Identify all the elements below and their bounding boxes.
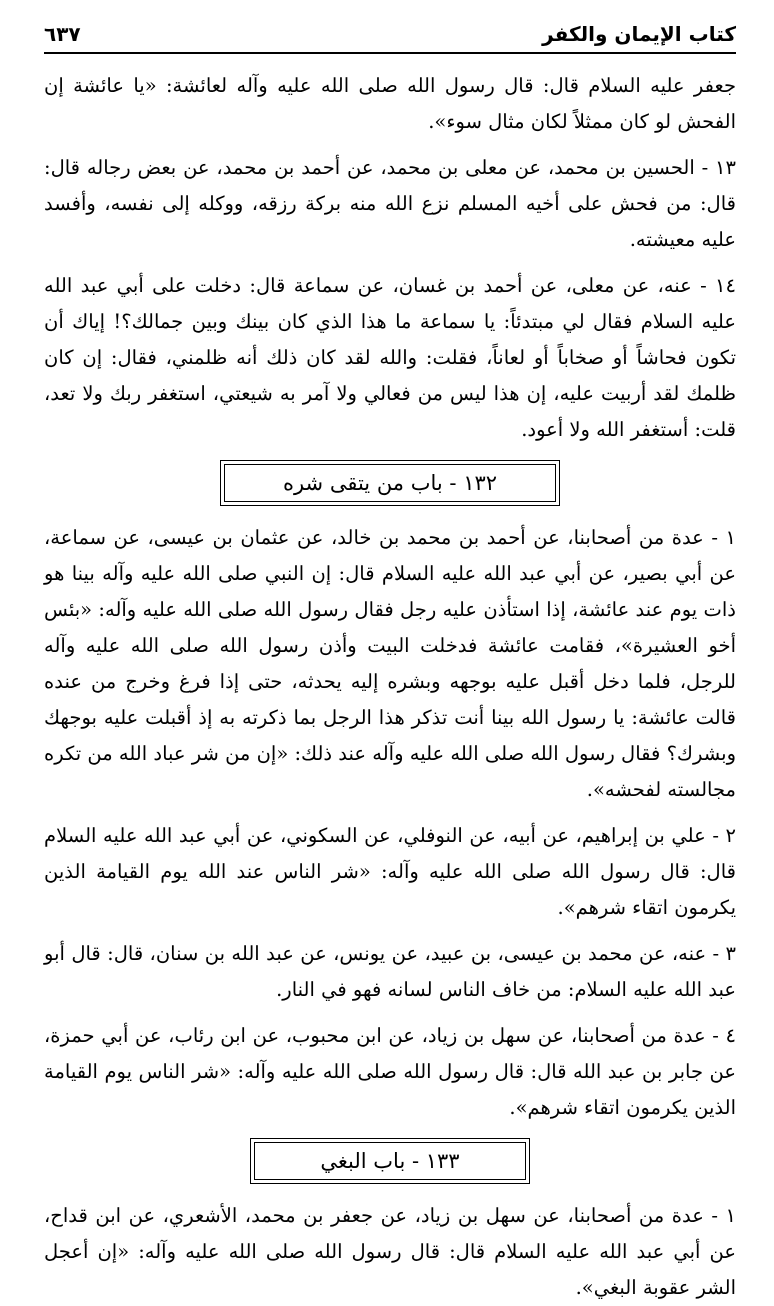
chapter-heading-133: ١٣٣ - باب البغي [254, 1142, 526, 1180]
hadith-2: ٢ - علي بن إبراهيم، عن أبيه، عن النوفلي، عن السكوني، عن أبي عبد الله عليه السلام قال: قال رسول الله صلى الله عليه وآله: «شر الناس عند الله يوم القيامة الذين يكرمون اتقاء شرهم». [44, 824, 736, 919]
book-title: كتاب الإيمان والكفر [542, 22, 736, 46]
chapter-heading-132-wrap [44, 464, 736, 502]
hadith-14: ١٤ - عنه، عن معلى، عن أحمد بن غسان، عن سماعة قال: دخلت على أبي عبد الله عليه السلام فقال لي مبتدئاً: يا سماعة ما هذا الذي كان بينك وبين جمالك؟! إياك أن تكون فحاشاً أو صخاباً أو لعاناً، فقلت: والله لقد كان ذلك أنه ظلمني، فقال: إن كان ظلمك لقد أربيت عليه، إن هذا ليس من فعالي ولا آمر به شيعتي، استغفر ربك ولا تعد، قلت: أستغفر الله ولا أعود. [44, 274, 736, 441]
page-header [44, 22, 736, 54]
hadith-1: ١ - عدة من أصحابنا، عن أحمد بن محمد بن خالد، عن عثمان بن عيسى، عن سماعة، عن أبي بصير، عن أبي عبد الله عليه السلام قال: إن النبي صلى الله عليه وآله بينا هو ذات يوم عند عائشة، إذا استأذن عليه رجل فقال رسول الله صلى الله عليه وآله: «بئس أخو العشيرة»، فقامت عائشة فدخلت البيت وأذن رسول الله صلى الله عليه وآله للرجل، فلما دخل أقبل عليه بوجهه وبشره إليه يحدثه، حتى إذا فرغ وخرج من عنده قالت عائشة: يا رسول الله بينا أنت تذكر هذا الرجل بما ذكرته به إذ أقبلت عليه بوجهك وبشرك؟ فقال رسول الله صلى الله عليه وآله عند ذلك: «إن من شر عباد الله من تكره مجالسته لفحشه». [44, 526, 736, 801]
page-body [44, 68, 736, 1306]
chapter-heading-133-wrap [44, 1142, 736, 1180]
hadith-5: ١ - عدة من أصحابنا، عن سهل بن زياد، عن جعفر بن محمد، الأشعري، عن ابن قداح، عن أبي عبد الله عليه السلام قال: قال رسول الله صلى الله عليه وآله: «إن أعجل الشر عقوبة البغي». [44, 1204, 736, 1299]
page-number: ٦٣٧ [44, 22, 81, 46]
paragraph-intro: جعفر عليه السلام قال: قال رسول الله صلى الله عليه وآله لعائشة: «يا عائشة إن الفحش لو كان ممثلاً لكان مثال سوء». [44, 74, 736, 133]
hadith-13: ١٣ - الحسين بن محمد، عن معلى بن محمد، عن أحمد بن محمد، عن بعض رجاله قال: قال: من فحش على أخيه المسلم نزع الله منه بركة رزقه، ووكله إلى نفسه، وأفسد عليه معيشته. [44, 156, 736, 251]
hadith-4: ٤ - عدة من أصحابنا، عن سهل بن زياد، عن ابن محبوب، عن ابن رئاب، عن أبي حمزة، عن جابر بن عبد الله قال: قال رسول الله صلى الله عليه وآله: «شر الناس يوم القيامة الذين يكرمون اتقاء شرهم». [44, 1024, 736, 1119]
chapter-heading-132: ١٣٢ - باب من يتقى شره [224, 464, 556, 502]
hadith-3: ٣ - عنه، عن محمد بن عيسى، بن عبيد، عن يونس، عن عبد الله بن سنان، قال: قال أبو عبد الله عليه السلام: من خاف الناس لسانه فهو في النار. [44, 942, 736, 1001]
